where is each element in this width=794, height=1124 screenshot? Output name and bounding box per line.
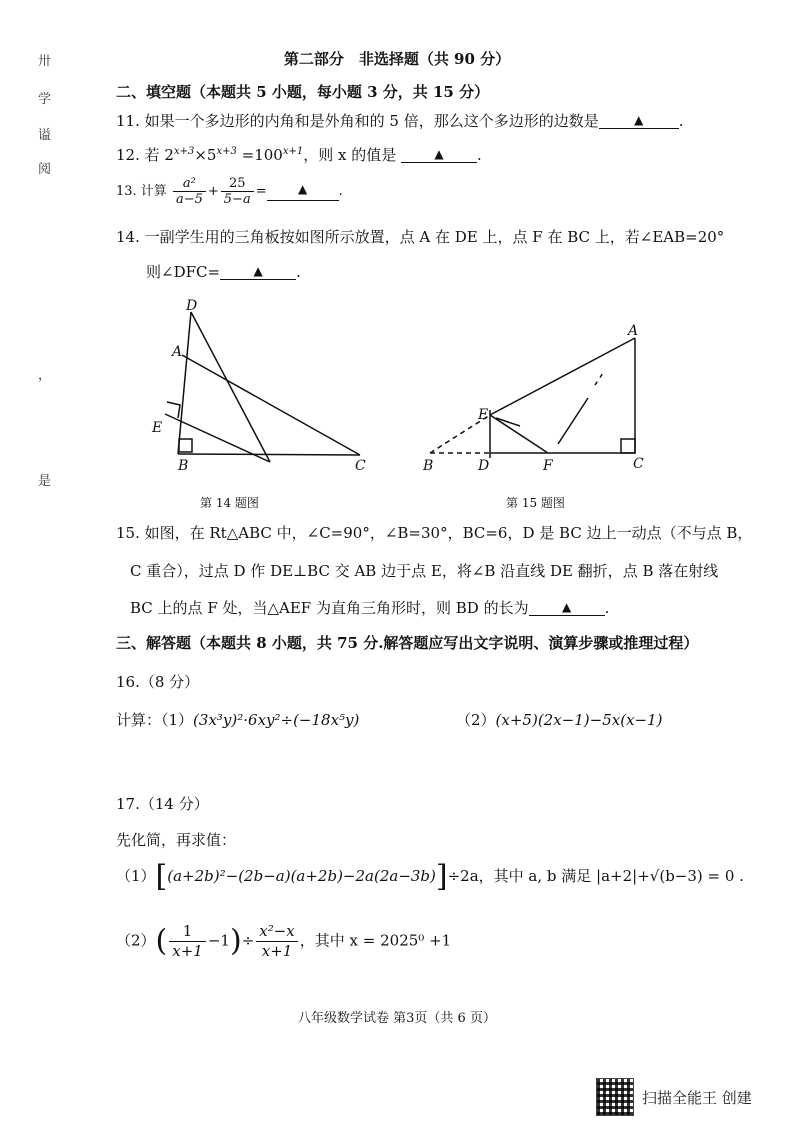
question-11: 11. 如果一个多边形的内角和是外角和的 5 倍，那么这个多边形的边数是 ▲ . <box>116 112 684 130</box>
question-16-title: 16.（8 分） <box>116 673 200 691</box>
question-17-intro: 先化简，再求值： <box>116 831 237 849</box>
question-14-line1: 14. 一副学生用的三角板按如图所示放置，点 A 在 DE 上，点 F 在 BC 上，若∠EAB=20° <box>116 228 725 246</box>
margin-char: 阅 <box>38 162 52 177</box>
figure-15-caption: 第 15 题图 <box>506 496 565 510</box>
fig15-line <box>558 398 588 444</box>
question-15-line3: BC 上的点 F 处，当△AEF 为直角三角形时，则 BD 的长为 ▲ . <box>130 599 610 617</box>
answer-blank <box>401 146 477 163</box>
label-C: C <box>633 456 644 472</box>
q13-prefix: 13. 计算 <box>116 184 167 199</box>
label-B: B <box>178 458 189 474</box>
label-C: C <box>355 458 366 474</box>
section2-heading: 二、填空题（本题共 5 小题，每小题 3 分，共 15 分） <box>116 83 490 101</box>
label-A: A <box>628 323 639 339</box>
right-angle-mark <box>621 439 635 453</box>
answer-blank <box>267 184 339 201</box>
question-17-part2: （2）( $\frac{1}{x+1}$ −1)÷ $\frac{\text{x²−x}}{x+1}$ ，其中 x = 2025⁰ +1 <box>116 922 452 960</box>
section3-heading: 三、解答题（本题共 8 小题，共 75 分.解答题应写出文字说明、演算步骤或推理过程） <box>116 634 699 652</box>
question-17-title: 17.（14 分） <box>116 795 209 813</box>
fig15-dashed-line <box>595 370 605 385</box>
answer-mark: ▲ <box>634 113 644 127</box>
q12-suffix: ，则 x 的值是 <box>303 146 397 164</box>
label-E: E <box>478 407 489 423</box>
label-A: A <box>172 344 183 360</box>
fraction: $\frac{1}{x+1}$ <box>169 922 206 961</box>
q17-2-condition: ，其中 x = 2025⁰ +1 <box>299 931 452 950</box>
q12-expression: $2^{x+3}\times 5^{x+3} =100^{x+1}$ <box>164 146 304 164</box>
scanner-watermark <box>596 1078 752 1116</box>
question-15-line2: C 重合），过点 D 作 DE⊥BC 交 AB 边于点 E，将∠B 沿直线 DE 翻折，点 B 落在射线 <box>130 562 719 580</box>
question-12: 12. 若 $2^{x+3}\times 5^{x+3} =100^{x+1}$，则 x 的值是 ▲ . <box>116 146 482 164</box>
q17-1-condition: ÷2a，其中 a, b 满足 |a+2|+√(b−3) = 0 . <box>447 867 744 885</box>
figure-15 <box>420 318 660 478</box>
fig14-line <box>178 312 191 454</box>
page-footer: 八年级数学试卷 第3页（共 6 页） <box>298 1011 496 1026</box>
label-F: F <box>543 458 553 474</box>
label-B: B <box>423 458 434 474</box>
answer-mark: ▲ <box>297 182 308 196</box>
answer-mark: ▲ <box>434 147 444 161</box>
margin-char: 谥 <box>38 128 52 143</box>
margin-char: 学 <box>38 92 52 107</box>
q16-expression-1: (3x³y)²·6xy²÷(−18x⁵y) <box>193 711 360 729</box>
part-title: 第二部分 非选择题（共 90 分） <box>283 50 511 68</box>
label-D: D <box>478 458 490 474</box>
q11-text: 11. 如果一个多边形的内角和是外角和的 5 倍，那么这个多边形的边数是 <box>116 112 599 130</box>
margin-char: 是 <box>38 474 52 489</box>
question-14-line2: 则∠DFC= ▲ . <box>146 263 301 281</box>
figure-14-caption: 第 14 题图 <box>200 496 259 510</box>
watermark-text: 扫描全能王 创建 <box>642 1088 752 1107</box>
figure-14 <box>140 292 380 482</box>
question-16-part1: 计算：（1）(3x³y)²·6xy²÷(−18x⁵y) <box>116 711 360 729</box>
fig14-line <box>178 454 360 455</box>
answer-blank <box>529 599 605 616</box>
q12-prefix: 12. 若 <box>116 146 160 164</box>
fig14-line <box>182 355 360 455</box>
fraction: $\frac{\text{x²−x}}{x+1}$ <box>256 922 298 961</box>
question-13: 13. 计算 $\frac{\text{a²}}{a-5}$ + $\frac{25}{5-a}$ = ▲ . <box>116 176 343 207</box>
question-15-line1: 15. 如图，在 Rt△ABC 中，∠C=90°，∠B=30°，BC=6，D 是 BC 边上一动点（不与点 B， <box>116 524 753 542</box>
margin-char: ， <box>38 368 52 383</box>
question-16-part2: （2）(x+5)(2x−1)−5x(x−1) <box>456 711 663 729</box>
fraction: $\frac{\text{a²}}{a-5}$ <box>173 176 206 207</box>
answer-blank <box>220 263 296 280</box>
fig15-line <box>490 338 635 415</box>
fig15-line <box>490 415 548 453</box>
q16-expression-2: (x+5)(2x−1)−5x(x−1) <box>495 711 663 729</box>
label-E: E <box>152 420 163 436</box>
answer-blank <box>599 112 679 129</box>
right-angle-mark <box>179 439 192 452</box>
label-D: D <box>186 298 198 314</box>
margin-char: 卅 <box>38 54 52 69</box>
q17-1-expression: (a+2b)²−(2b−a)(a+2b)−2a(2a−3b) <box>167 867 436 885</box>
fraction: $\frac{25}{5-a}$ <box>221 176 254 207</box>
fig14-line <box>191 312 270 462</box>
qr-code-icon <box>596 1078 634 1116</box>
answer-mark: ▲ <box>561 600 572 614</box>
answer-mark: ▲ <box>253 264 263 278</box>
question-17-part1: （1）[(a+2b)²−(2b−a)(a+2b)−2a(2a−3b)]÷2a，其中 a, b 满足 |a+2|+√(b−3) = 0 . <box>116 859 744 894</box>
